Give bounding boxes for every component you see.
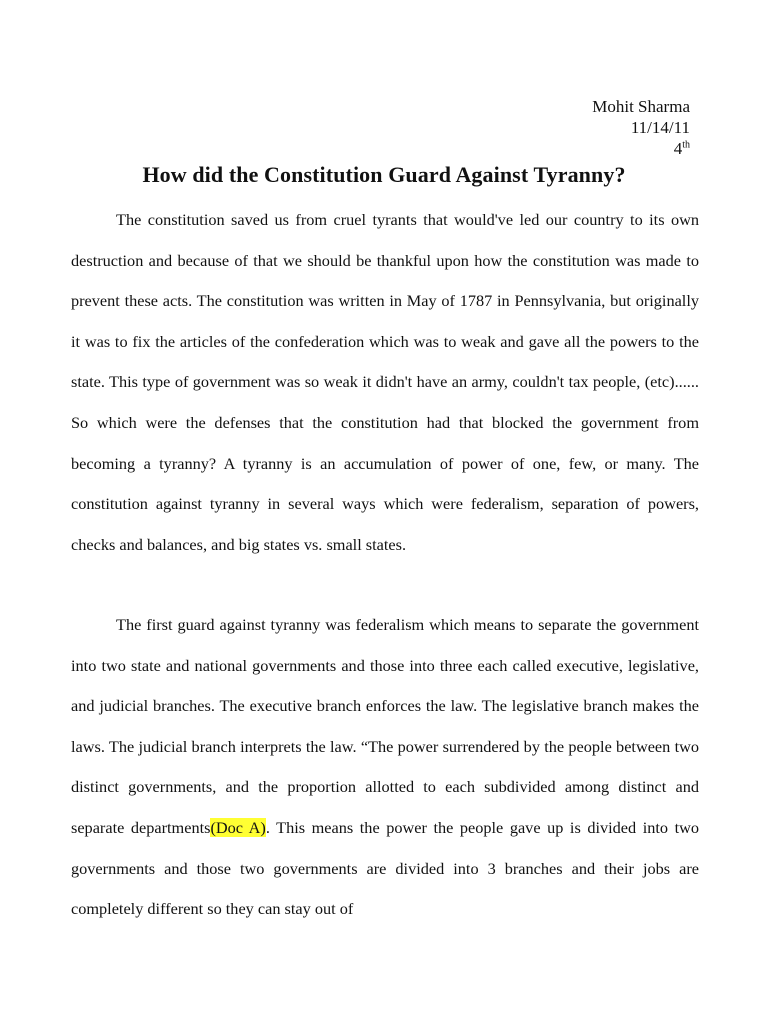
paragraph-federalism-text-before: The first guard against tyranny was federalism which means to separate the government into two state and national governments and those into three each called executive, legislative, and judicial branches. The executive branch enforces the law. The legislative branch makes the laws. The judicial branch interprets the law. “The power surrendered by the people between two distinct governments, and the proportion allotted to each subdivided among distinct and separate departments (71, 615, 699, 837)
paragraph-federalism (71, 605, 699, 930)
paragraph-intro: The constitution saved us from cruel tyrants that would've led our country to its own destruction and because of that we should be thankful upon how the constitution was made to prevent these acts. The constitution was written in May of 1787 in Pennsylvania, but originally it was to fix the articles of the confederation which was to weak and gave all the powers to the state. This type of government was so weak it didn't have an army, couldn't tax people, (etc)...... So which were the defenses that the constitution had that blocked the government from becoming a tyranny? A tyranny is an accumulation of power of one, few, or many. The constitution against tyranny in several ways which were federalism, separation of powers, checks and balances, and big states vs. small states. (71, 210, 699, 554)
period-number: 4 (673, 139, 683, 158)
header-block (592, 96, 690, 159)
period-suffix: th (682, 139, 690, 151)
essay-title: How did the Constitution Guard Against Tyranny? (142, 162, 626, 187)
author-name: Mohit Sharma (592, 97, 690, 116)
class-period (592, 138, 690, 159)
citation-highlight: (Doc A) (210, 817, 266, 837)
essay-date: 11/14/11 (630, 118, 690, 137)
paragraph-federalism-text-after: . This means the power the people gave up is divided into two governments and those two governments are divided into 3 branches and their jobs are completely different so they can stay out of (71, 817, 699, 919)
